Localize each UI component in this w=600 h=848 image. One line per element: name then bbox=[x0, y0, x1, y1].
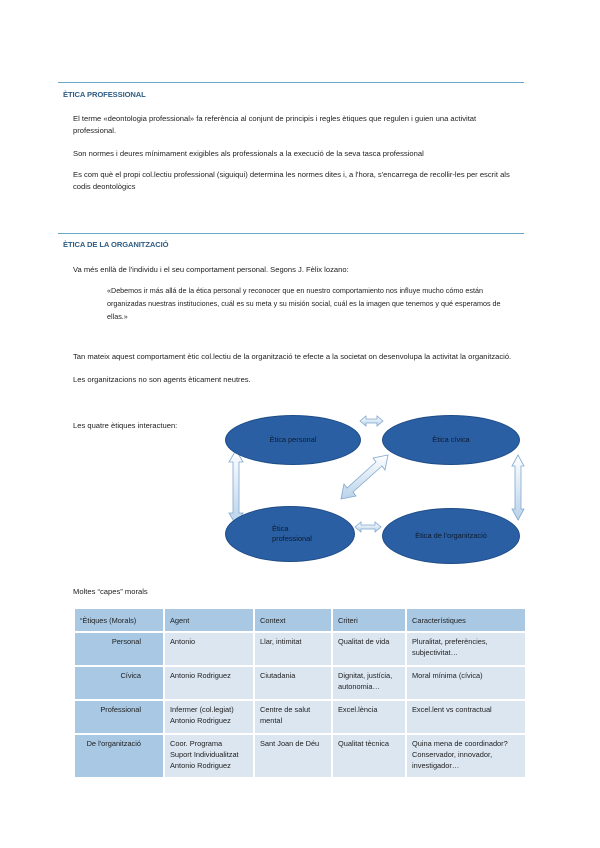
cell-context: Sant Joan de Déu bbox=[255, 735, 331, 777]
cell-criteri: Excel.lència bbox=[333, 701, 405, 733]
cell-caracteristiques: Quina mena de coordinador? Conservador, innovador, investigador… bbox=[407, 735, 525, 777]
ethics-layers-table bbox=[73, 607, 527, 779]
paragraph-col-lectiu: Es com què el propi col.lectiu professional (siguiqui) determina les normes dites i, a l'hora, s'encarrega de recollir-les per escrit als codis deontològics bbox=[73, 170, 510, 191]
arrow-civica-organitzacio bbox=[512, 455, 524, 520]
paragraph-intro-lozano: Va més enllà de l'individu i el seu comportament personal. Segons J. Fèlix lozano: bbox=[73, 265, 349, 274]
table-row bbox=[75, 667, 525, 699]
node-etica-civica bbox=[382, 415, 520, 465]
arrow-personal-professional bbox=[229, 450, 243, 525]
cell-context: Ciutadania bbox=[255, 667, 331, 699]
header-caracteristiques: Característiques bbox=[407, 609, 525, 631]
cell-criteri: Dignitat, justícia, autonomia… bbox=[333, 667, 405, 699]
cell-agent: Infermer (col.legiat) Antonio Rodriguez bbox=[165, 701, 253, 733]
arrow-personal-civica bbox=[360, 416, 383, 426]
node-etica-personal-label: Ètica personal bbox=[269, 435, 317, 444]
header-agent: Agent bbox=[165, 609, 253, 631]
row-label: Personal bbox=[75, 633, 163, 665]
cell-caracteristiques: Moral mínima (cívica) bbox=[407, 667, 525, 699]
header-context: Context bbox=[255, 609, 331, 631]
cell-context: Llar, intimitat bbox=[255, 633, 331, 665]
node-etica-professional bbox=[225, 506, 355, 562]
paragraph-comportament-col-lectiu: Tan mateix aquest comportament ètic col.lectiu de la organització te efecte a la societat on desenvolupa la activitat la organització. bbox=[73, 352, 512, 361]
arrow-civica-professional bbox=[341, 455, 388, 499]
cell-caracteristiques: Excel.lent vs contractual bbox=[407, 701, 525, 733]
paragraph-normes: Son normes i deures mínimament exigibles als professionals a la execució de la seva tasca professional bbox=[73, 149, 424, 158]
section-heading-organitzacio: ÈTICA DE LA ORGANITZACIÓ bbox=[63, 240, 169, 249]
row-label: Cívica bbox=[75, 667, 163, 699]
quote-lozano: «Debemos ir más allá de la ética personal y reconocer que en nuestro comportamiento nos influye mucho cómo están organizadas nuestras instituciones, cuál es su meta y su misión social, cuál es la imagen que tenemos y qué esperamos de ellas.» bbox=[107, 286, 501, 321]
table-row bbox=[75, 633, 525, 665]
node-etica-professional-label: Ètica professional bbox=[272, 524, 312, 543]
cell-agent: Antonio Rodriguez bbox=[165, 667, 253, 699]
node-etica-personal bbox=[225, 415, 361, 465]
diagram-caption: Les quatre ètiques interactuen: bbox=[73, 421, 178, 430]
cell-context: Centre de salut mental bbox=[255, 701, 331, 733]
row-label: De l'organització bbox=[75, 735, 163, 777]
table-header-row bbox=[75, 609, 525, 631]
table-caption: Moltes “capes” morals bbox=[73, 587, 148, 596]
cell-criteri: Qualitat tècnica bbox=[333, 735, 405, 777]
header-etiques: “Ètiques (Morals) bbox=[75, 609, 163, 631]
node-etica-organitzacio-label: Ètica de l'organització bbox=[415, 531, 487, 540]
cell-criteri: Qualitat de vida bbox=[333, 633, 405, 665]
header-criteri: Criteri bbox=[333, 609, 405, 631]
cell-agent: Antonio bbox=[165, 633, 253, 665]
section-heading-professional: ÈTICA PROFESSIONAL bbox=[63, 90, 146, 99]
node-etica-organitzacio bbox=[382, 508, 520, 564]
arrow-professional-organitzacio bbox=[355, 522, 381, 532]
cell-agent: Coor. Programa Suport Individualitzat Antonio Rodriguez bbox=[165, 735, 253, 777]
table-row bbox=[75, 735, 525, 777]
row-label: Professional bbox=[75, 701, 163, 733]
node-etica-civica-label: Ètica cívica bbox=[432, 435, 470, 444]
table-row bbox=[75, 701, 525, 733]
paragraph-deontologia: El terme «deontologia professional» fa referència al conjunt de principis i regles ètiques que regulen i guien una activitat professional. bbox=[73, 114, 477, 135]
cell-caracteristiques: Pluralitat, preferències, subjectivitat… bbox=[407, 633, 525, 665]
paragraph-agents-no-neutres: Les organitzacions no son agents èticament neutres. bbox=[73, 375, 251, 384]
